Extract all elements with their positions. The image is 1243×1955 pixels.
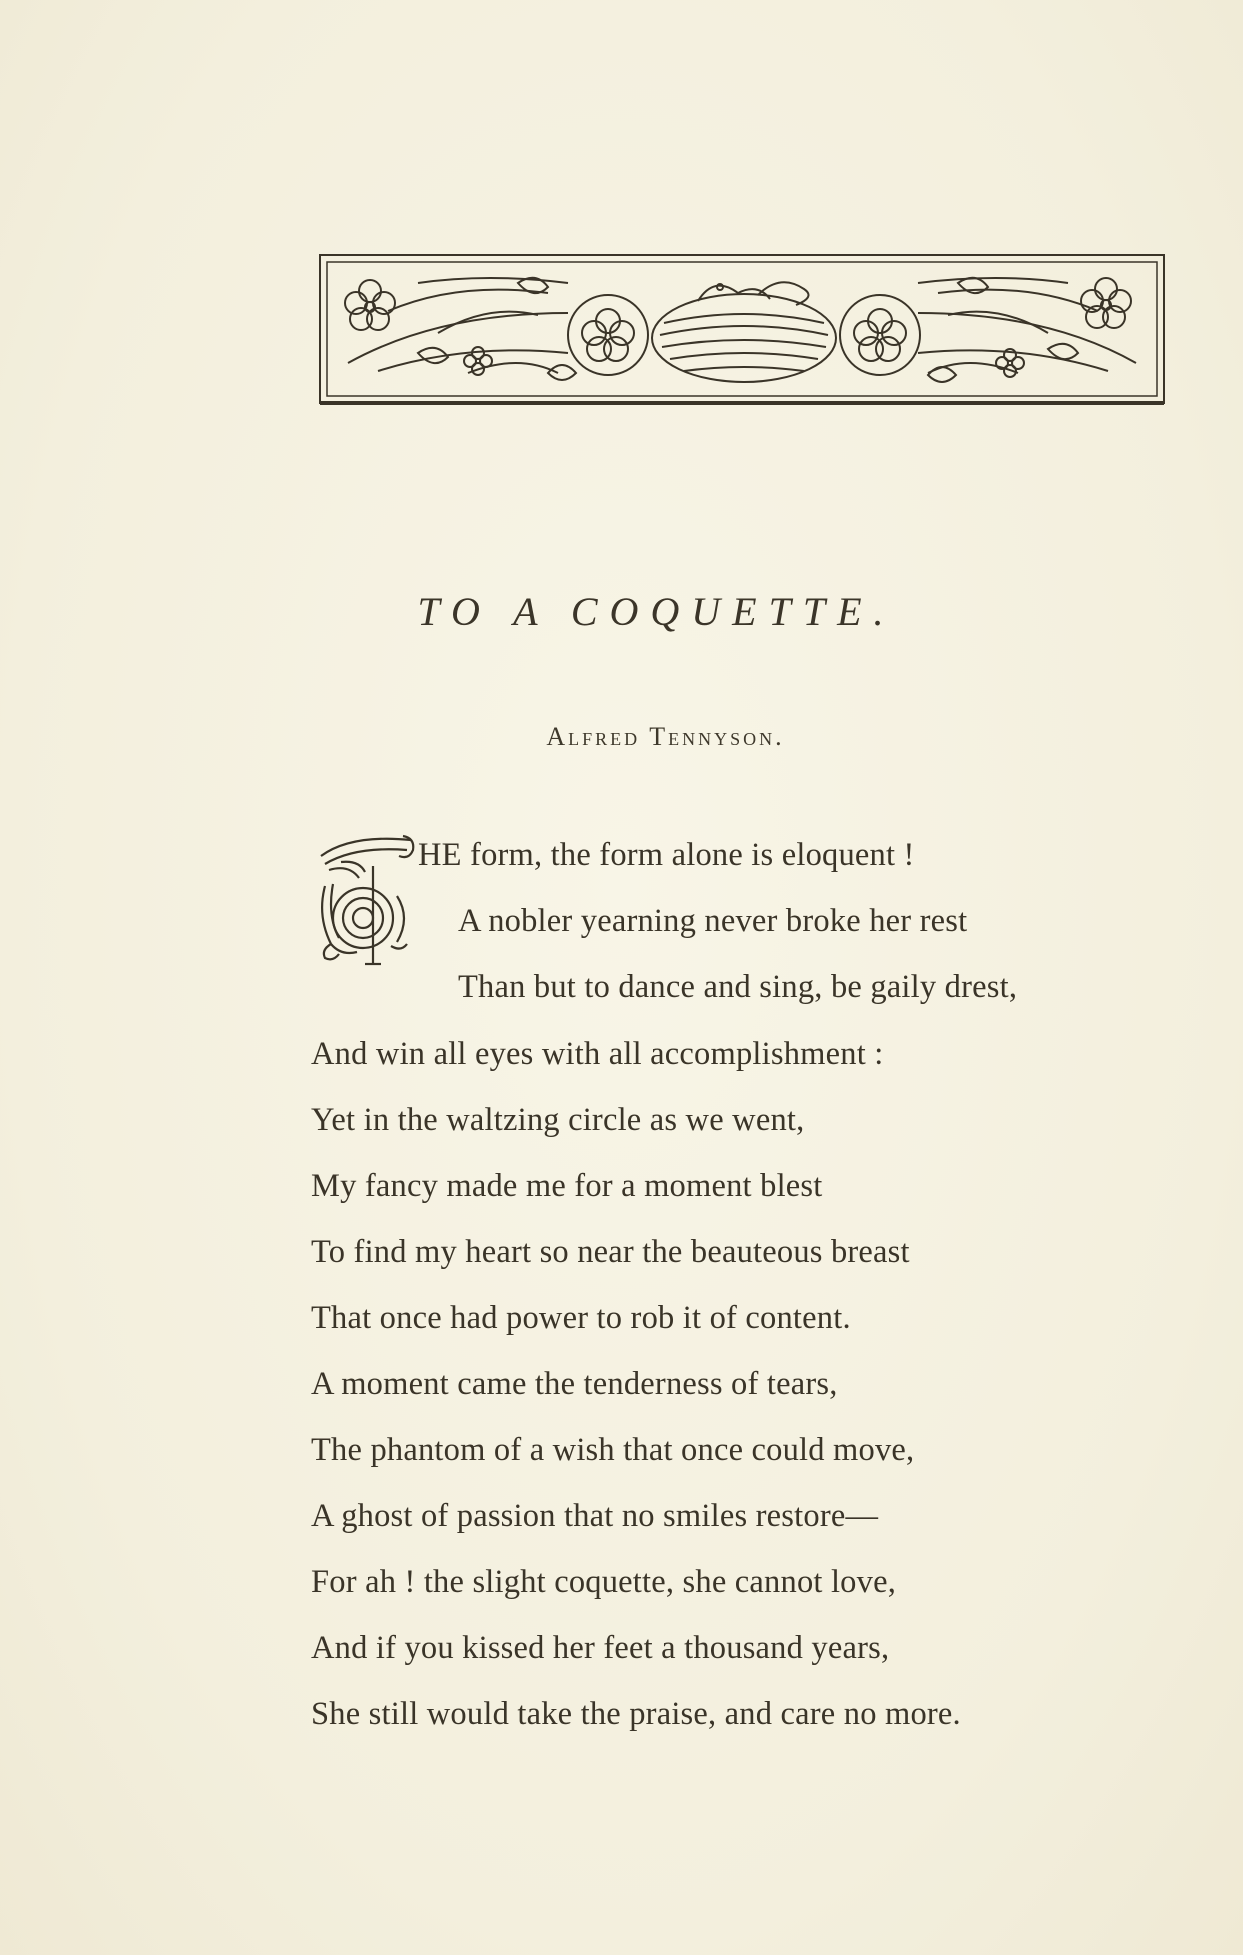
poem-line-11: A ghost of passion that no smiles restore— — [311, 1498, 879, 1534]
poem-title: TO A COQUETTE. — [417, 589, 896, 634]
poem-line-7: To find my heart so near the beauteous breast — [311, 1234, 910, 1270]
poem-line-2: A nobler yearning never broke her rest — [458, 903, 968, 939]
poem-line-8: That once had power to rob it of content. — [311, 1300, 851, 1336]
poem-line-9: A moment came the tenderness of tears, — [311, 1366, 838, 1402]
poem-line-12: For ah ! the slight coquette, she cannot love, — [311, 1564, 897, 1600]
floral-bird-nest-headpiece-icon — [318, 253, 1166, 405]
poem-line-5: Yet in the waltzing circle as we went, — [311, 1102, 805, 1138]
ornamental-initial-icon — [311, 826, 423, 974]
poem-line-10: The phantom of a wish that once could move, — [311, 1432, 915, 1468]
poem-line-3: Than but to dance and sing, be gaily drest, — [458, 969, 1018, 1005]
poem-line-13: And if you kissed her feet a thousand years, — [311, 1630, 890, 1666]
poem-line-14: She still would take the praise, and care no more. — [311, 1696, 961, 1732]
poem-author: Alfred Tennyson. — [546, 722, 785, 751]
poem-line-4: And win all eyes with all accomplishment : — [311, 1036, 884, 1072]
poem-line-1: HE form, the form alone is eloquent ! — [418, 837, 915, 873]
poem-line-6: My fancy made me for a moment blest — [311, 1168, 823, 1204]
